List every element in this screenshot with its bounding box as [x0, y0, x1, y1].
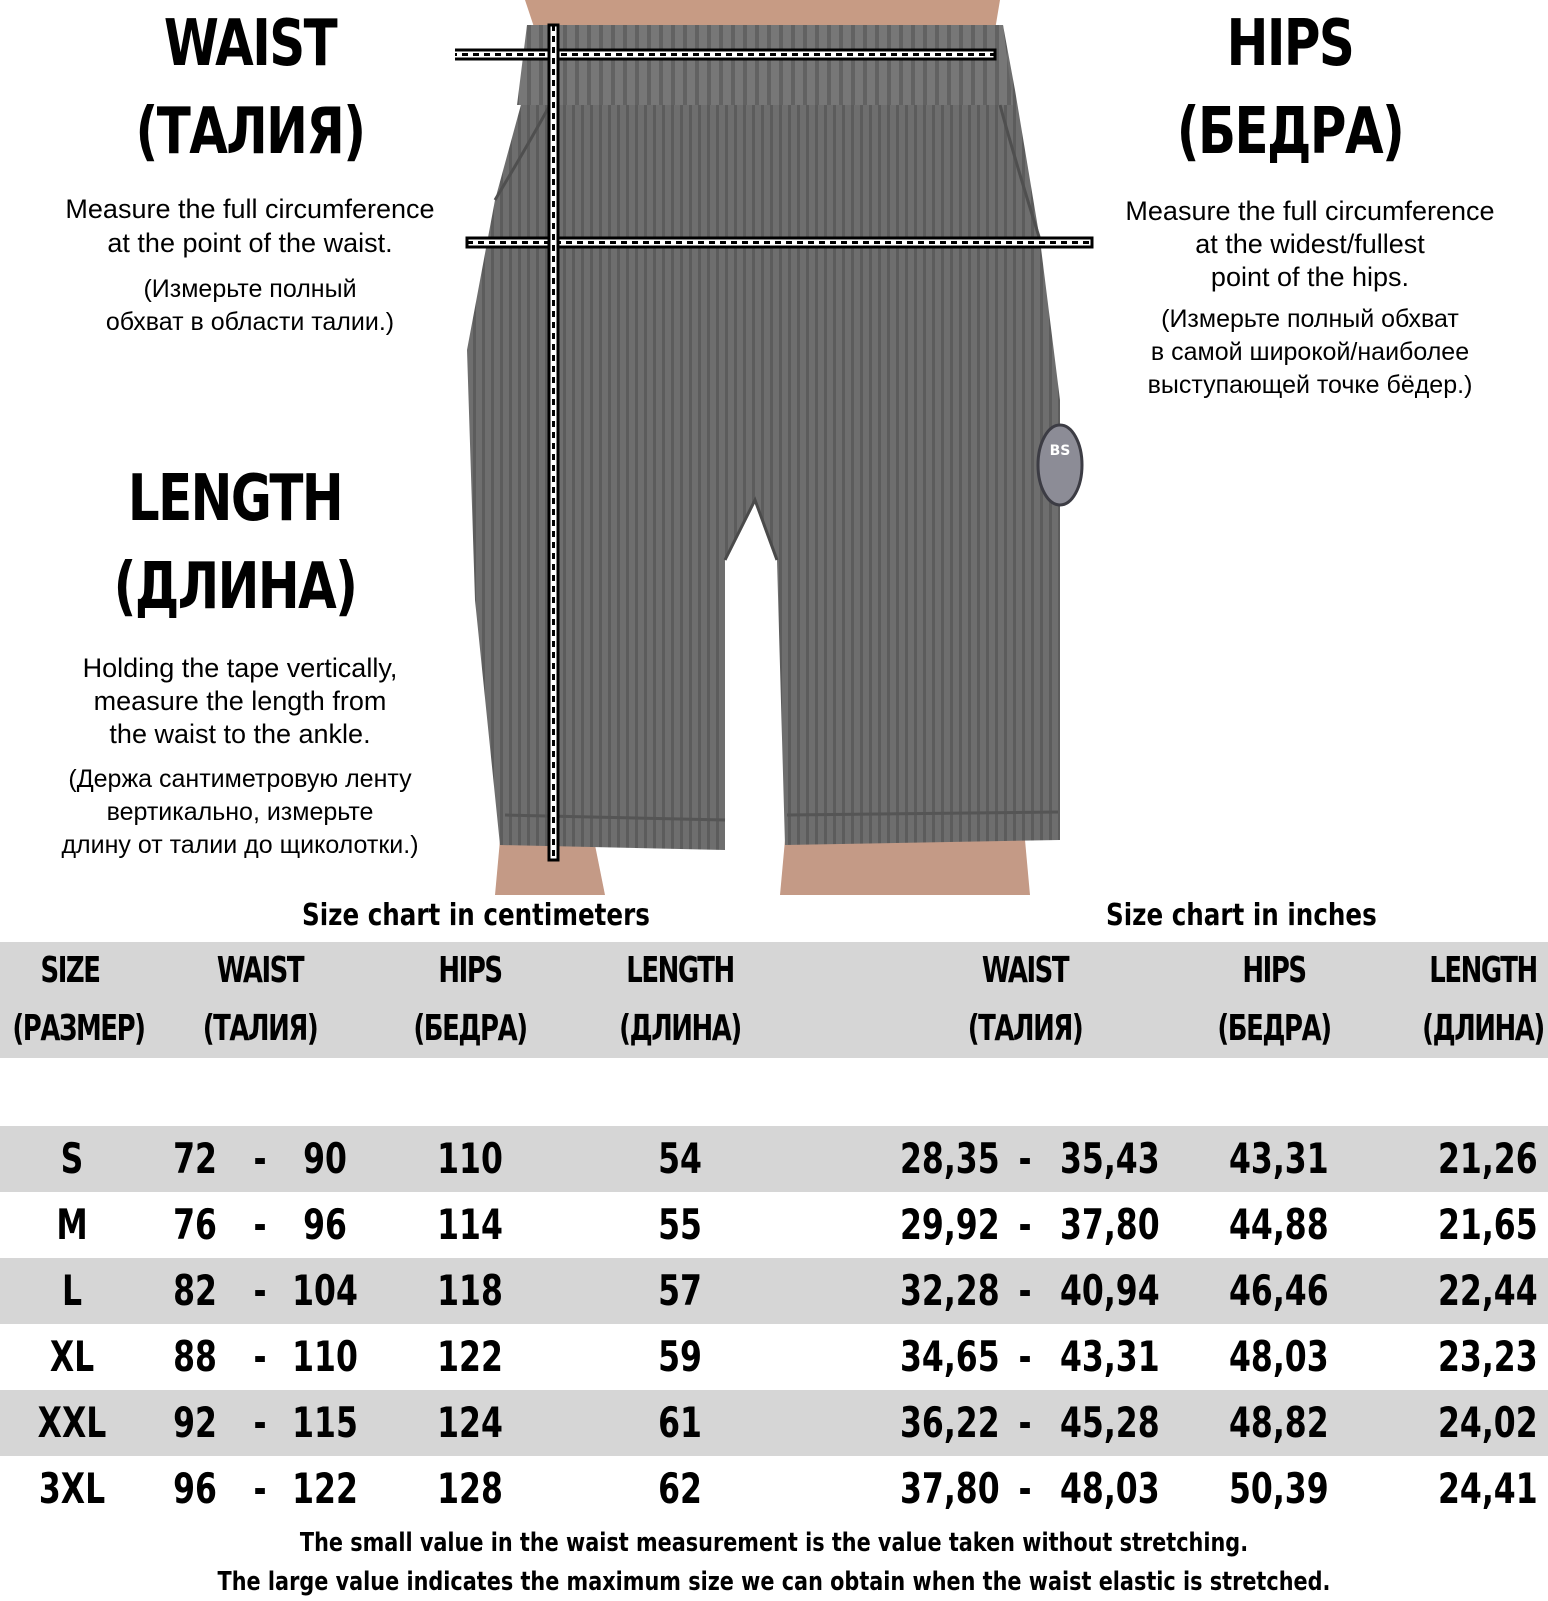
range-separator: -: [1018, 1332, 1032, 1381]
cell-size: L: [61, 1266, 83, 1315]
table-header: [0, 942, 1548, 1058]
waist-note-2: The large value indicates the maximum size we can obtain when the waist elastic is stretched.: [217, 1567, 1331, 1597]
length-heading: [99, 455, 372, 631]
cell-waist-in-max: 35,43: [1060, 1134, 1160, 1183]
cell-length-in: 23,23: [1438, 1332, 1538, 1381]
cell-waist-cm-min: 88: [173, 1332, 217, 1381]
table-row: [0, 1324, 1548, 1390]
cell-hips-in: 50,39: [1229, 1464, 1329, 1513]
size-chart-in-title: Size chart in inches: [1106, 898, 1377, 933]
table-row: [0, 1126, 1548, 1192]
header-size: SIZE (РАЗМЕР): [12, 950, 145, 1049]
cell-hips-cm: 128: [437, 1464, 503, 1513]
range-separator: -: [253, 1134, 267, 1183]
cell-waist-cm-min: 92: [173, 1398, 217, 1447]
table-row: [0, 1390, 1548, 1456]
cell-hips-cm: 114: [437, 1200, 503, 1249]
cell-size: XL: [49, 1332, 95, 1381]
cell-hips-cm: 124: [437, 1398, 503, 1447]
range-separator: -: [1018, 1200, 1032, 1249]
cell-length-in: 24,41: [1438, 1464, 1538, 1513]
hips-title: HIPS: [1226, 7, 1354, 81]
length-description: Holding the tape vertically, measure the length from the waist to the ankle.: [82, 653, 398, 749]
cell-waist-cm-min: 96: [173, 1464, 217, 1513]
range-separator: -: [253, 1332, 267, 1381]
cell-hips-in: 48,03: [1229, 1332, 1329, 1381]
cell-waist-cm-max: 96: [303, 1200, 347, 1249]
cell-length-cm: 55: [658, 1200, 702, 1249]
cell-hips-cm: 110: [437, 1134, 503, 1183]
waist-description-ru: (Измерьте полный обхват в области талии.): [105, 275, 395, 336]
range-separator: -: [1018, 1398, 1032, 1447]
waist-title: WAIST: [163, 7, 337, 81]
cell-waist-cm-min: 82: [173, 1266, 217, 1315]
cell-waist-cm-max: 104: [292, 1266, 358, 1315]
waist-tape: [455, 50, 995, 59]
product-photo: [455, 0, 1095, 895]
cell-length-in: 22,44: [1438, 1266, 1538, 1315]
cell-waist-in-min: 34,65: [900, 1332, 1000, 1381]
hips-heading: [1165, 0, 1415, 176]
header-length-in: LENGTH (ДЛИНА): [1422, 950, 1544, 1049]
cell-waist-cm-min: 72: [173, 1134, 217, 1183]
cell-size: S: [60, 1134, 84, 1183]
header-hips-in: HIPS (БЕДРА): [1217, 950, 1331, 1049]
cell-waist-in-min: 36,22: [900, 1398, 1000, 1447]
cell-length-in: 21,65: [1438, 1200, 1538, 1249]
svg-text:BS: BS: [1049, 443, 1071, 459]
range-separator: -: [1018, 1464, 1032, 1513]
header-waist-in: WAIST (ТАЛИЯ): [967, 950, 1083, 1049]
range-separator: -: [253, 1398, 267, 1447]
header-waist-cm: WAIST (ТАЛИЯ): [202, 950, 318, 1049]
waist-description: Measure the full circumference at the point of the waist.: [65, 194, 435, 258]
cell-length-cm: 61: [658, 1398, 702, 1447]
cell-waist-cm-min: 76: [173, 1200, 217, 1249]
hips-title-ru: (БЕДРА): [1176, 95, 1404, 169]
header-length-cm: LENGTH (ДЛИНА): [619, 950, 741, 1049]
right-knee: [780, 840, 1030, 895]
cell-length-cm: 62: [658, 1464, 702, 1513]
hips-description-ru: (Измерьте полный обхват в самой широкой/наиболее выступающей точке бёдер.): [1147, 305, 1473, 399]
waist-title-ru: (ТАЛИЯ): [135, 95, 365, 169]
cell-waist-in-max: 40,94: [1060, 1266, 1160, 1315]
cell-length-in: 21,26: [1438, 1134, 1538, 1183]
cell-size: 3XL: [38, 1464, 106, 1513]
cell-waist-in-min: 37,80: [900, 1464, 1000, 1513]
range-separator: -: [253, 1464, 267, 1513]
table-row: [0, 1192, 1548, 1258]
cell-hips-in: 44,88: [1229, 1200, 1329, 1249]
cell-waist-cm-max: 115: [292, 1398, 358, 1447]
length-title-ru: (ДЛИНА): [113, 550, 357, 624]
waist-heading: [125, 0, 375, 176]
length-description-ru: (Держа сантиметровую ленту вертикально, измерьте длину от талии до щиколотки.): [61, 765, 419, 859]
range-separator: -: [1018, 1266, 1032, 1315]
cell-size: M: [56, 1200, 88, 1249]
cell-waist-cm-max: 90: [303, 1134, 347, 1183]
cell-hips-in: 46,46: [1229, 1266, 1329, 1315]
cell-hips-cm: 122: [437, 1332, 503, 1381]
cell-waist-cm-max: 110: [292, 1332, 358, 1381]
size-chart-cm-title: Size chart in centimeters: [302, 898, 650, 933]
cell-waist-in-max: 45,28: [1060, 1398, 1160, 1447]
cell-waist-in-max: 43,31: [1060, 1332, 1160, 1381]
cell-waist-in-min: 28,35: [900, 1134, 1000, 1183]
logo-badge: [1038, 425, 1082, 505]
waistband: [517, 25, 1013, 105]
cell-hips-cm: 118: [437, 1266, 503, 1315]
range-separator: -: [253, 1266, 267, 1315]
hips-tape: [467, 238, 1092, 247]
length-tape: [549, 25, 558, 860]
cell-length-in: 24,02: [1438, 1398, 1538, 1447]
cell-waist-in-max: 37,80: [1060, 1200, 1160, 1249]
hips-description: Measure the full circumference at the widest/fullest point of the hips.: [1125, 196, 1495, 292]
cell-length-cm: 54: [658, 1134, 702, 1183]
table-row: [0, 1258, 1548, 1324]
cell-length-cm: 57: [658, 1266, 702, 1315]
range-separator: -: [1018, 1134, 1032, 1183]
cell-length-cm: 59: [658, 1332, 702, 1381]
range-separator: -: [253, 1200, 267, 1249]
header-hips-cm: HIPS (БЕДРА): [413, 950, 527, 1049]
cell-hips-in: 43,31: [1229, 1134, 1329, 1183]
cell-waist-in-min: 32,28: [900, 1266, 1000, 1315]
cell-waist-in-max: 48,03: [1060, 1464, 1160, 1513]
cell-waist-in-min: 29,92: [900, 1200, 1000, 1249]
cell-waist-cm-max: 122: [292, 1464, 358, 1513]
waist-note-1: The small value in the waist measurement is the value taken without stretching.: [299, 1528, 1249, 1558]
cell-size: XXL: [37, 1398, 107, 1447]
length-title: LENGTH: [127, 462, 343, 536]
cell-hips-in: 48,82: [1229, 1398, 1329, 1447]
table-row: [0, 1456, 1548, 1522]
